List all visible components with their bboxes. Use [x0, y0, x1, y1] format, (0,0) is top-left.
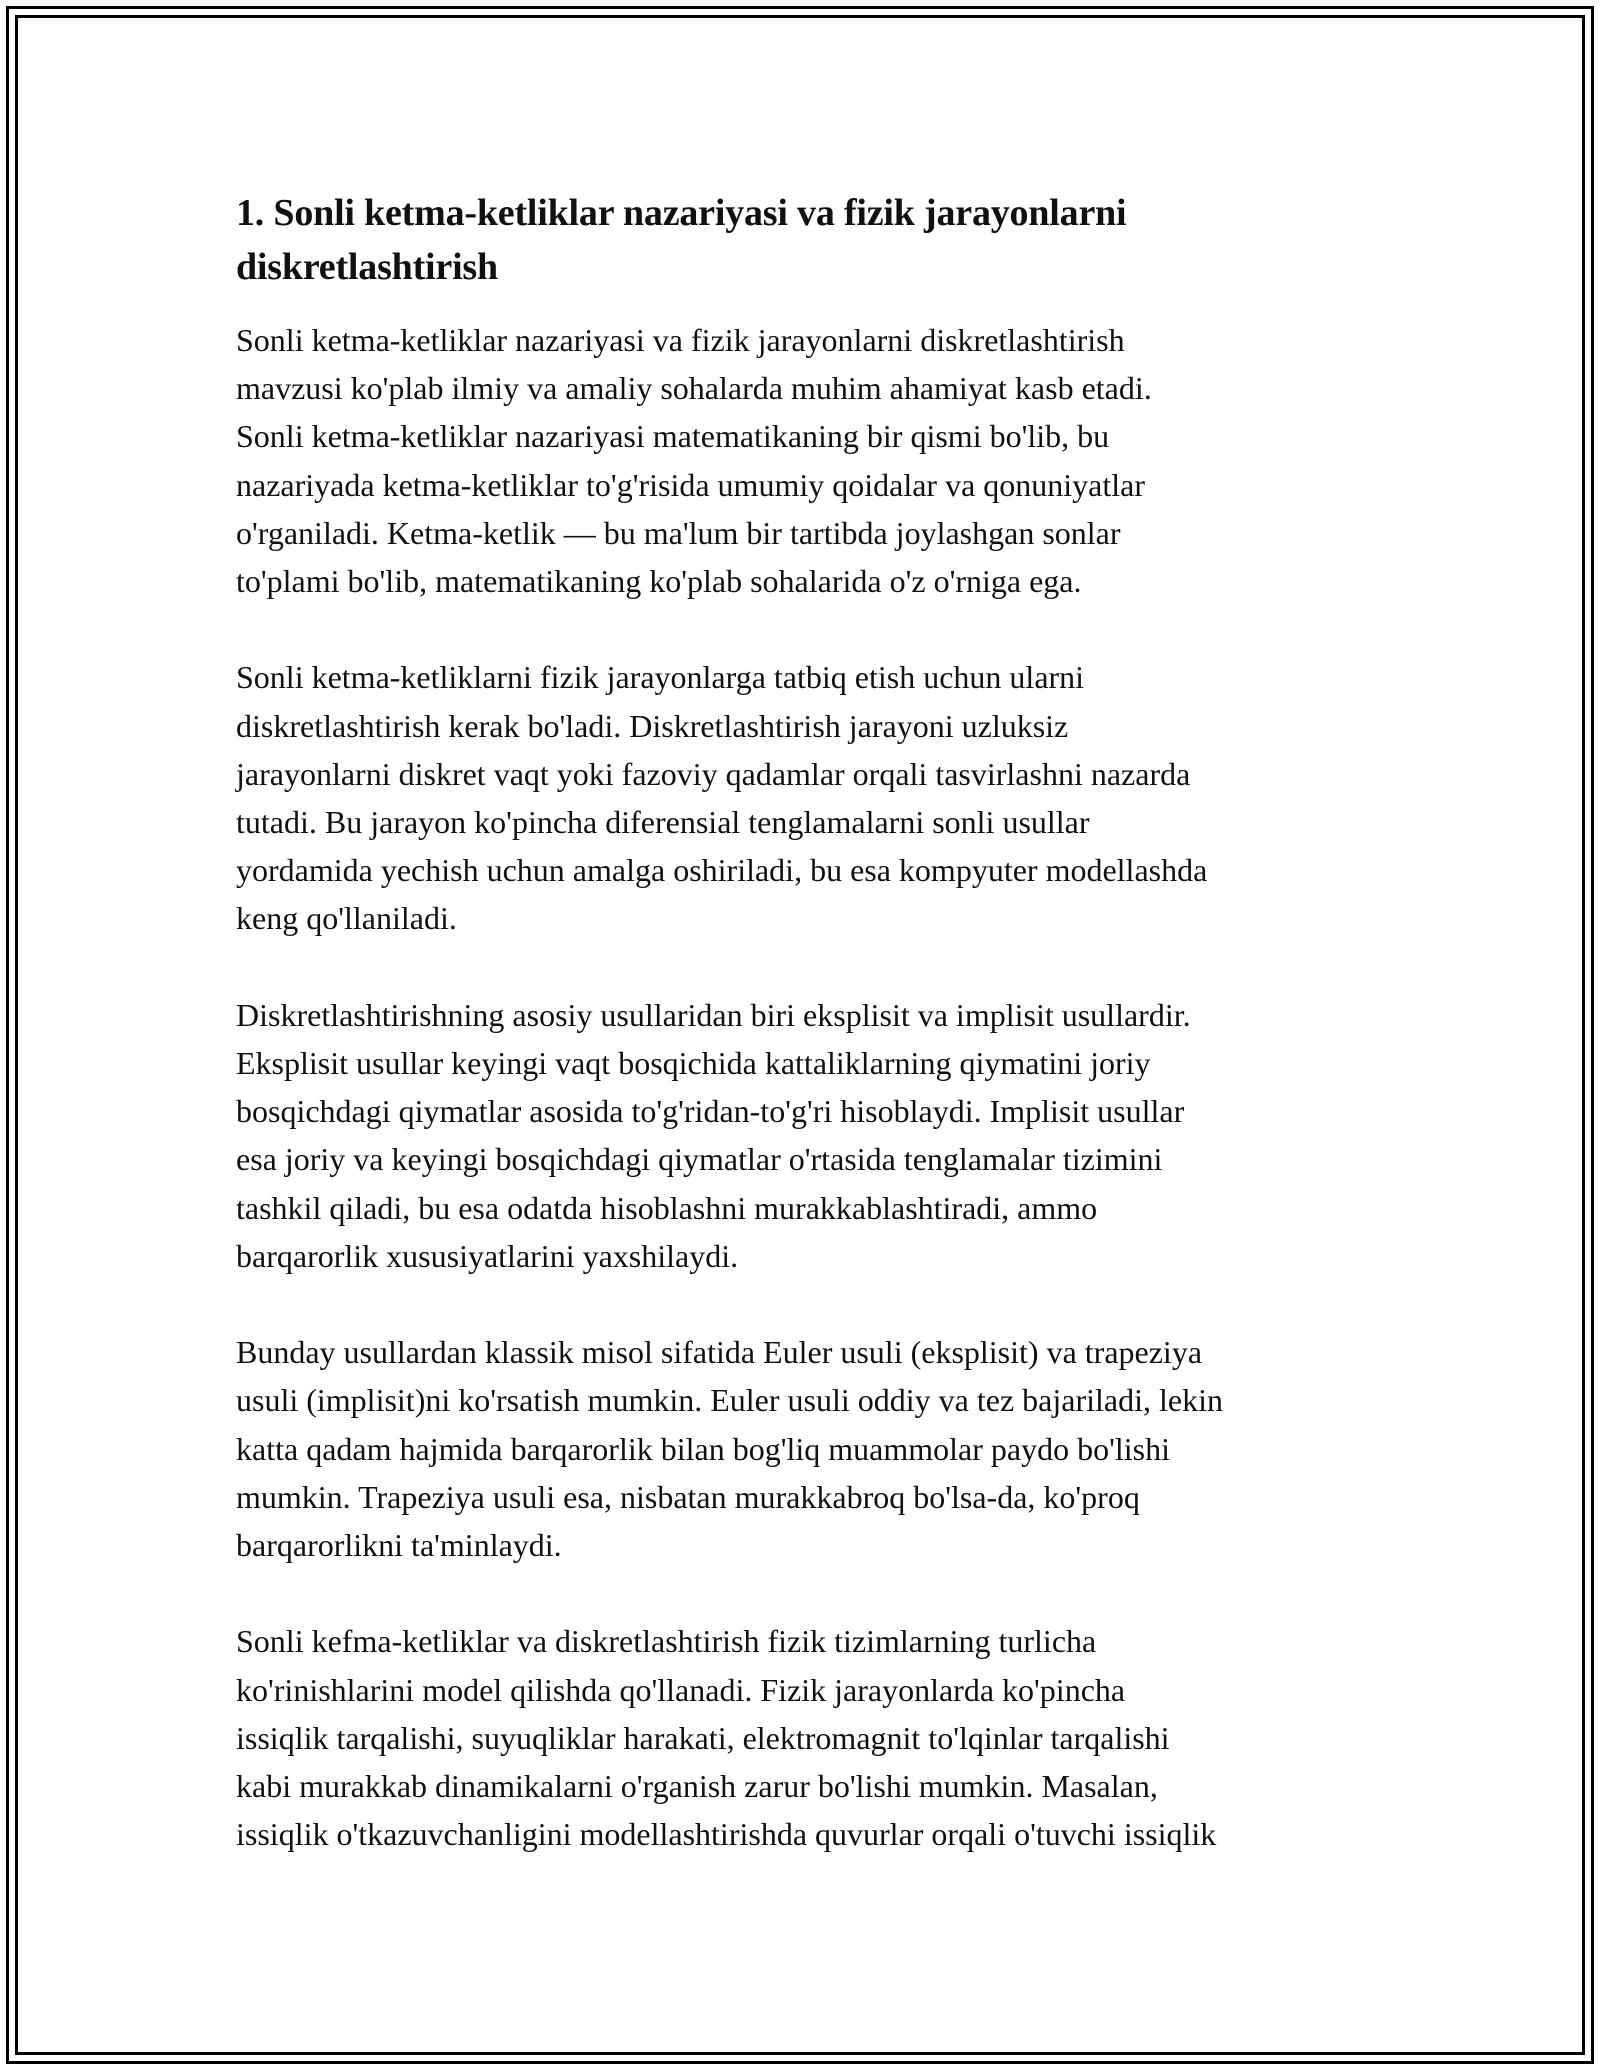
text-line: Sonli ketma-ketliklar nazariyasi va fizik jarayonlarni diskretlashtirish: [236, 322, 1125, 358]
text-line: mumkin. Trapeziya usuli esa, nisbatan murakkabroq bo'lsa-da, ko'proq: [236, 1478, 1140, 1515]
text-line: issiqlik tarqalishi, suyuqliklar harakati, elektromagnit to'lqinlar tarqalishi: [236, 1719, 1170, 1756]
text-line: tutadi. Bu jarayon ko'pincha diferensial tenglamalarni sonli usullar: [236, 804, 1090, 841]
text-line: yordamida yechish uchun amalga oshiriladi, bu esa kompyuter modellashda: [236, 852, 1208, 889]
text-line: diskretlashtirish kerak bo'ladi. Diskretlashtirish jarayoni uzluksiz: [236, 707, 1069, 744]
document-body: [236, 186, 1386, 1907]
text-line: Diskretlashtirishning asosiy usullaridan biri eksplisit va implisit usullardir.: [236, 996, 1191, 1033]
text-line: bosqichdagi qiymatlar asosida to'g'ridan-to'g'ri hisoblaydi. Implisit usullar: [236, 1093, 1185, 1130]
text-line: barqarorlikni ta'minlaydi.: [236, 1527, 562, 1564]
title-line: diskretlashtirish: [236, 246, 498, 288]
text-line: Sonli kefma-ketliklar va diskretlashtirish fizik tizimlarning turlicha: [236, 1623, 1097, 1660]
text-line: Eksplisit usullar keyingi vaqt bosqichida kattaliklarning qiymatini joriy: [236, 1045, 1151, 1082]
text-line: issiqlik o'tkazuvchanligini modellashtirishda quvurlar orqali o'tuvchi issiqlik: [236, 1816, 1217, 1853]
paragraph-4: [236, 1328, 1386, 1569]
text-line: Bunday usullardan klassik misol sifatida Euler usuli (eksplisit) va trapeziya: [236, 1334, 1203, 1371]
paragraph-5: [236, 1617, 1386, 1858]
paragraph-3: [236, 991, 1386, 1280]
text-line: jarayonlarni diskret vaqt yoki fazoviy qadamlar orqali tasvirlashni nazarda: [236, 755, 1191, 792]
text-line: mavzusi ko'plab ilmiy va amaliy sohalarda muhim ahamiyat kasb etadi.: [236, 370, 1152, 407]
text-line: ko'rinishlarini model qilishda qo'llanadi. Fizik jarayonlarda ko'pincha: [236, 1671, 1126, 1708]
text-line: nazariyada ketma-ketliklar to'g'risida umumiy qoidalar va qonuniyatlar: [236, 466, 1145, 503]
text-line: katta qadam hajmida barqarorlik bilan bog'liq muammolar paydo bo'lishi: [236, 1430, 1170, 1467]
text-line: Sonli ketma-ketliklarni fizik jarayonlarga tatbiq etish uchun ularni: [236, 659, 1085, 696]
text-line: Sonli ketma-ketliklar nazariyasi matematikaning bir qismi bo'lib, bu: [236, 418, 1110, 455]
page-title: [236, 186, 1386, 294]
text-line: to'plami bo'lib, matematikaning ko'plab sohalarida o'z o'rniga ega.: [236, 563, 1082, 600]
title-line: 1. Sonli ketma-ketliklar nazariyasi va fizik jarayonlarni: [236, 192, 1127, 234]
text-line: esa joriy va keyingi bosqichdagi qiymatlar o'rtasida tenglamalar tizimini: [236, 1141, 1163, 1178]
paragraph-1: [236, 316, 1386, 605]
text-line: barqarorlik xususiyatlarini yaxshilaydi.: [236, 1237, 739, 1274]
text-line: o'rganiladi. Ketma-ketlik — bu ma'lum bir tartibda joylashgan sonlar: [236, 514, 1121, 551]
paragraph-2: [236, 653, 1386, 942]
text-line: keng qo'llaniladi.: [236, 900, 457, 937]
text-line: tashkil qiladi, bu esa odatda hisoblashni murakkablashtiradi, ammo: [236, 1189, 1098, 1226]
text-line: usuli (implisit)ni ko'rsatish mumkin. Euler usuli oddiy va tez bajariladi, lekin: [236, 1382, 1223, 1419]
text-line: kabi murakkab dinamikalarni o'rganish zarur bo'lishi mumkin. Masalan,: [236, 1768, 1158, 1805]
